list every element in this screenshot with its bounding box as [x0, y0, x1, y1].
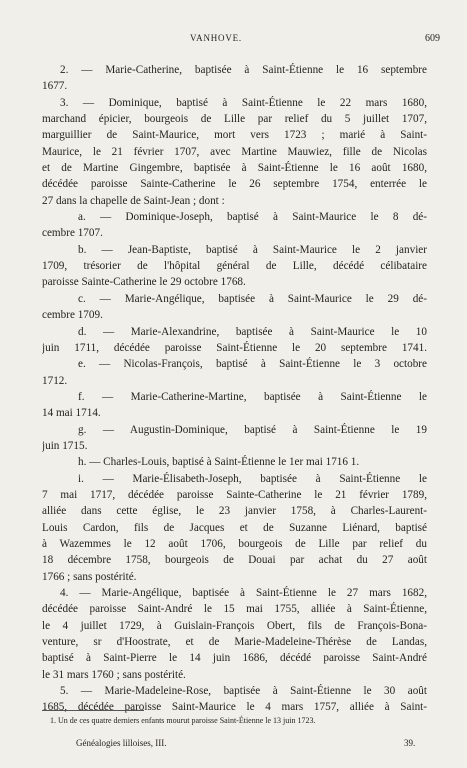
text-line: baptisé à Saint-Pierre le 14 juin 1686, décédé paroisse Saint-André [42, 652, 427, 665]
text-line: 1712. [42, 374, 68, 387]
text-line: 1685, décédée paroisse Saint-Maurice le 4 mars 1757, alliée à Saint- [42, 701, 427, 714]
text-line: d. — Marie-Alexandrine, baptisée à Saint-Maurice le 10 [78, 325, 427, 338]
genealogy-entries [42, 62, 427, 716]
page-footer [0, 738, 467, 750]
text-line: juin 1715. [42, 439, 88, 452]
header-title: VANHOVE. [190, 33, 242, 43]
text-line: 27 dans la chapelle de Saint-Jean ; dont : [42, 194, 225, 207]
text-line: 1709, trésorier de l'hôpital général de Lille, décédé célibataire [42, 260, 427, 273]
text-line: a. — Dominique-Joseph, baptisé à Saint-Maurice le 8 dé- [78, 211, 427, 224]
text-line: et de Martine Gingembre, baptisée à Saint-Étienne le 16 août 1680, [42, 162, 427, 175]
text-line: 2. — Marie-Catherine, baptisée à Saint-Étienne le 16 septembre [60, 64, 427, 76]
text-line: à Wazemmes le 12 août 1706, bourgeois de Lille par relief du [42, 537, 427, 550]
running-header [0, 33, 467, 47]
text-line: h. — Charles-Louis, baptisé à Saint-Étienne le 1er mai 1716 1. [78, 456, 360, 469]
text-line: paroisse Sainte-Catherine le 29 octobre 1768. [42, 276, 246, 289]
text-line: 5. — Marie-Madeleine-Rose, baptisée à Saint-Étienne le 30 août [60, 685, 427, 698]
text-line: c. — Marie-Angélique, baptisée à Saint-Maurice le 29 dé- [78, 292, 427, 305]
text-line: décédée paroisse Sainte-Catherine le 26 septembre 1754, enterrée le [42, 178, 427, 191]
text-line: 1677. [42, 80, 68, 93]
text-line: venture, sr d'Hoostrate, et de Marie-Madeleine-Thérèse de Landas, [42, 636, 427, 649]
text-line: juin 1711, décédée paroisse Saint-Étienne le 20 septembre 1741. [42, 341, 427, 354]
footer-signature-mark: 39. [404, 738, 416, 748]
text-line: le 4 juillet 1729, à Guislain-François Obert, fils de François-Bona- [42, 619, 427, 632]
text-line: 4. — Marie-Angélique, baptisée à Saint-Étienne le 27 mars 1682, [60, 587, 427, 599]
text-line: Louis Cardon, fils de Jacques et de Suzanne Liénard, baptisé [42, 521, 427, 534]
text-line: cembre 1709. [42, 309, 103, 322]
text-line: i. — Marie-Élisabeth-Joseph, baptisée à Saint-Étienne le [78, 472, 427, 485]
footnote: 1. Un de ces quatre derniers enfants mourut paroisse Saint-Étienne le 13 juin 1723. [50, 716, 316, 725]
text-line: 7 mai 1717, décédée paroisse Sainte-Catherine le 21 février 1789, [42, 488, 427, 501]
text-line: 1766 ; sans postérité. [42, 570, 137, 583]
text-line: 14 mai 1714. [42, 407, 101, 420]
text-line: b. — Jean-Baptiste, baptisé à Saint-Maurice le 2 janvier [78, 243, 427, 256]
text-line: 3. — Dominique, baptisé à Saint-Étienne le 22 mars 1680, [60, 96, 427, 109]
text-line: g. — Augustin-Dominique, baptisé à Saint-Étienne le 19 [78, 423, 427, 436]
text-line: marchand épicier, bourgeois de Lille par relief du 5 juillet 1707, [42, 113, 427, 126]
text-line: e. — Nicolas-François, baptisé à Saint-Étienne le 3 octobre [78, 358, 427, 371]
page-number: 609 [425, 33, 440, 44]
text-line: le 31 mars 1760 ; sans postérité. [42, 668, 186, 681]
footer-book-title: Généalogies lilloises, III. [76, 738, 167, 748]
text-line: marguillier de Saint-Maurice, mort vers 1723 ; marié à Saint- [42, 129, 427, 142]
text-line: Maurice, le 21 février 1707, avec Martine Mauwiez, fille de Nicolas [42, 145, 427, 158]
text-line: cembre 1707. [42, 227, 103, 240]
text-line: décédée paroisse Saint-André le 15 mai 1755, alliée à Saint-Étienne, [42, 603, 427, 616]
text-line: 18 décembre 1758, bourgeois de Douai par achat du 27 août [42, 554, 427, 567]
text-line: alliée dans cette église, le 23 janvier 1758, à Charles-Laurent- [42, 505, 427, 518]
footnote-rule [42, 710, 144, 711]
text-line: f. — Marie-Catherine-Martine, baptisée à Saint-Étienne le [78, 390, 427, 403]
